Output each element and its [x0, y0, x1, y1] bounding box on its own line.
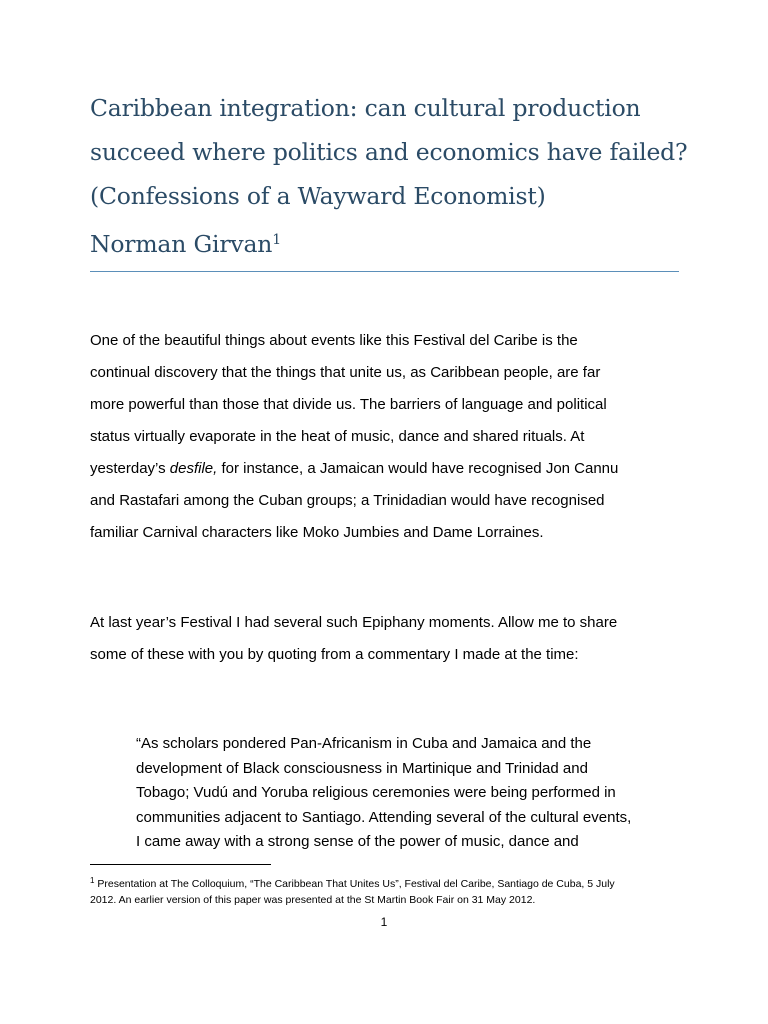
- document-title: [90, 86, 690, 266]
- title-divider: [90, 271, 679, 272]
- paragraph-1-line-1: One of the beautiful things about events like this Festival del Caribe is the: [90, 332, 578, 349]
- title-line-3: (Confessions of a Wayward Economist): [90, 182, 546, 210]
- quote-line-2: development of Black consciousness in Martinique and Trinidad and: [136, 759, 588, 777]
- quote-line-1: “As scholars pondered Pan-Africanism in Cuba and Jamaica and the: [136, 735, 592, 752]
- quote-line-3: Tobago; Vudú and Yoruba religious ceremonies were being performed in: [136, 784, 616, 801]
- block-quote: [136, 732, 696, 855]
- paragraph-2-line-2: some of these with you by quoting from a commentary I made at the time:: [90, 646, 579, 663]
- paragraph-1-line-5: [90, 453, 690, 485]
- paragraph-1: [90, 325, 690, 549]
- quote-line-4: communities adjacent to Santiago. Attending several of the cultural events,: [136, 808, 632, 826]
- author-text: Norman Girvan: [90, 230, 273, 258]
- quote-line-5: I came away with a strong sense of the power of music, dance and: [136, 833, 579, 850]
- footnote-separator: [90, 864, 271, 865]
- footnote-line-1: [90, 873, 690, 892]
- title-line-1: Caribbean integration: can cultural production: [90, 94, 641, 122]
- author-footnote-marker[interactable]: 1: [272, 232, 281, 248]
- paragraph-1-line-4: status virtually evaporate in the heat of music, dance and shared rituals. At: [90, 428, 585, 445]
- paragraph-1-line-2: continual discovery that the things that unite us, as Caribbean people, are far: [90, 364, 601, 381]
- desfile-italic: desfile,: [169, 460, 218, 477]
- paragraph-2: [90, 607, 690, 671]
- title-line-2: succeed where politics and economics have failed?: [90, 138, 688, 166]
- footnote-text-1: Presentation at The Colloquium, “The Caribbean That Unites Us”, Festival del Caribe, Santiago de Cuba, 5 July: [94, 878, 615, 890]
- footnote-line-2: 2012. An earlier version of this paper was presented at the St Martin Book Fair on 31 May 2012.: [90, 894, 536, 906]
- paragraph-1-line-3: more powerful than those that divide us. The barriers of language and political: [90, 396, 607, 413]
- author-name: [90, 218, 690, 266]
- page-number: 1: [380, 915, 388, 929]
- line-5-end: for instance, a Jamaican would have recognised Jon Cannu: [217, 460, 619, 477]
- footnote-marker: 1: [90, 876, 95, 885]
- footnote: [90, 873, 690, 908]
- paragraph-1-line-7: familiar Carnival characters like Moko Jumbies and Dame Lorraines.: [90, 524, 544, 541]
- line-5-start: yesterday’s: [90, 460, 170, 477]
- paragraph-2-line-1: At last year’s Festival I had several such Epiphany moments. Allow me to share: [90, 614, 618, 631]
- paragraph-1-line-6: and Rastafari among the Cuban groups; a Trinidadian would have recognised: [90, 492, 605, 509]
